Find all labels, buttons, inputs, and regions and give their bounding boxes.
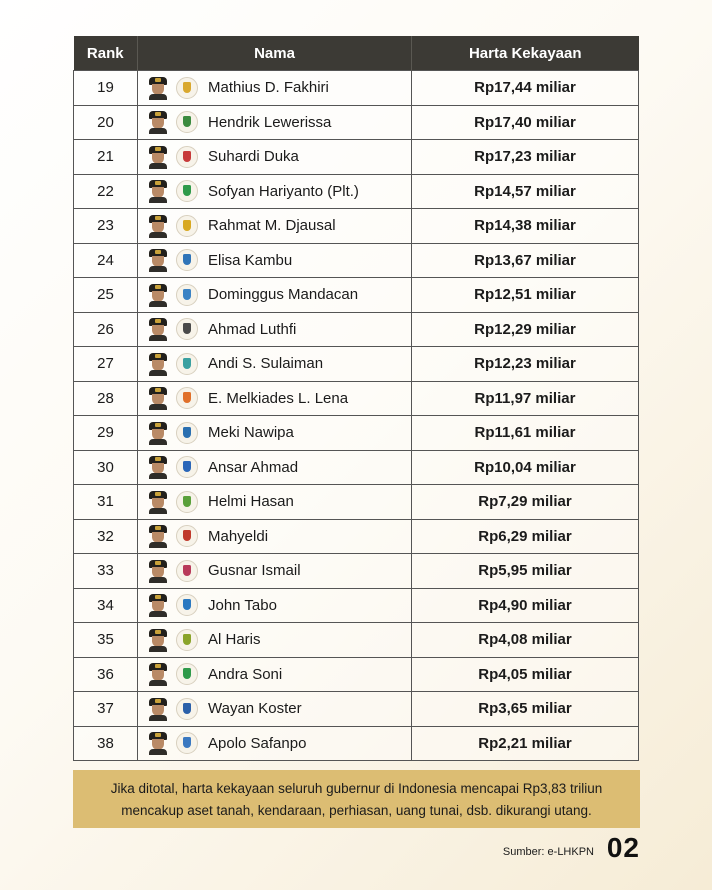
wealth-cell: Rp4,90 miliar [412, 588, 639, 623]
province-emblem-icon [176, 422, 198, 444]
name-cell [138, 657, 412, 692]
governor-portrait-icon [148, 731, 168, 755]
governor-name: John Tabo [208, 596, 277, 614]
wealth-cell: Rp14,38 miliar [412, 209, 639, 244]
rank-cell: 19 [74, 71, 138, 106]
name-cell [138, 71, 412, 106]
province-emblem-icon [176, 560, 198, 582]
governor-name: Andi S. Sulaiman [208, 355, 324, 373]
table-row [74, 554, 639, 589]
rank-cell: 32 [74, 519, 138, 554]
governor-name: Sofyan Hariyanto (Plt.) [208, 182, 359, 200]
table-row [74, 140, 639, 175]
table-row [74, 519, 639, 554]
summary-note [73, 770, 640, 828]
rank-cell: 21 [74, 140, 138, 175]
table-row [74, 623, 639, 658]
province-emblem-icon [176, 146, 198, 168]
name-cell [138, 174, 412, 209]
wealth-cell: Rp2,21 miliar [412, 726, 639, 761]
province-emblem-icon [176, 180, 198, 202]
name-cell [138, 726, 412, 761]
governor-portrait-icon [148, 697, 168, 721]
table-row [74, 71, 639, 106]
rank-cell: 27 [74, 347, 138, 382]
governor-name: Ansar Ahmad [208, 458, 299, 476]
province-emblem-icon [176, 456, 198, 478]
governor-portrait-icon [148, 593, 168, 617]
governor-name: Andra Soni [208, 665, 283, 683]
governor-portrait-icon [148, 524, 168, 548]
province-emblem-icon [176, 663, 198, 685]
name-cell [138, 519, 412, 554]
governor-name: Wayan Koster [208, 700, 302, 718]
province-emblem-icon [176, 215, 198, 237]
name-cell [138, 347, 412, 382]
rank-cell: 23 [74, 209, 138, 244]
province-emblem-icon [176, 732, 198, 754]
wealth-cell: Rp12,51 miliar [412, 278, 639, 313]
rank-cell: 33 [74, 554, 138, 589]
rank-cell: 28 [74, 381, 138, 416]
table-row [74, 381, 639, 416]
name-cell [138, 243, 412, 278]
rank-cell: 25 [74, 278, 138, 313]
table-row [74, 347, 639, 382]
table-row [74, 416, 639, 451]
wealth-cell: Rp6,29 miliar [412, 519, 639, 554]
governor-portrait-icon [148, 559, 168, 583]
name-cell [138, 381, 412, 416]
rank-cell: 20 [74, 105, 138, 140]
wealth-cell: Rp5,95 miliar [412, 554, 639, 589]
governor-name: Hendrik Lewerissa [208, 113, 332, 131]
governor-name: Gusnar Ismail [208, 562, 301, 580]
governor-portrait-icon [148, 317, 168, 341]
header-rank: Rank [74, 36, 138, 71]
governor-portrait-icon [148, 455, 168, 479]
table-row [74, 243, 639, 278]
governor-portrait-icon [148, 386, 168, 410]
wealth-cell: Rp4,05 miliar [412, 657, 639, 692]
province-emblem-icon [176, 525, 198, 547]
governor-portrait-icon [148, 421, 168, 445]
province-emblem-icon [176, 491, 198, 513]
governor-name: Al Haris [208, 631, 261, 649]
wealth-cell: Rp13,67 miliar [412, 243, 639, 278]
rank-cell: 22 [74, 174, 138, 209]
name-cell [138, 554, 412, 589]
rank-cell: 30 [74, 450, 138, 485]
name-cell [138, 623, 412, 658]
table-row [74, 209, 639, 244]
wealth-cell: Rp17,40 miliar [412, 105, 639, 140]
rank-cell: 37 [74, 692, 138, 727]
name-cell [138, 140, 412, 175]
table-header-row [74, 36, 639, 71]
wealth-cell: Rp11,61 miliar [412, 416, 639, 451]
governor-wealth-table [73, 36, 639, 761]
province-emblem-icon [176, 698, 198, 720]
name-cell [138, 450, 412, 485]
governor-portrait-icon [148, 145, 168, 169]
wealth-cell: Rp11,97 miliar [412, 381, 639, 416]
table-row [74, 174, 639, 209]
wealth-cell: Rp12,29 miliar [412, 312, 639, 347]
wealth-cell: Rp3,65 miliar [412, 692, 639, 727]
governor-portrait-icon [148, 110, 168, 134]
governor-name: Apolo Safanpo [208, 734, 307, 752]
page-number: 02 [606, 832, 640, 863]
wealth-cell: Rp10,04 miliar [412, 450, 639, 485]
rank-cell: 38 [74, 726, 138, 761]
rank-cell: 36 [74, 657, 138, 692]
rank-cell: 26 [74, 312, 138, 347]
governor-name: Dominggus Mandacan [208, 286, 359, 304]
governor-name: Suhardi Duka [208, 148, 299, 166]
province-emblem-icon [176, 111, 198, 133]
governor-name: Elisa Kambu [208, 251, 293, 269]
table-body [74, 71, 639, 761]
wealth-cell: Rp12,23 miliar [412, 347, 639, 382]
wealth-cell: Rp7,29 miliar [412, 485, 639, 520]
wealth-cell: Rp4,08 miliar [412, 623, 639, 658]
header-wealth: Harta Kekayaan [412, 36, 639, 71]
summary-note-line-2: mencakup aset tanah, kendaraan, perhiasan, uang tunai, dsb. dikurangi utang. [121, 803, 592, 818]
table-row [74, 450, 639, 485]
name-cell [138, 278, 412, 313]
province-emblem-icon [176, 284, 198, 306]
governor-portrait-icon [148, 248, 168, 272]
governor-name: Meki Nawipa [208, 424, 294, 442]
governor-portrait-icon [148, 179, 168, 203]
province-emblem-icon [176, 387, 198, 409]
source-label: Sumber: e-LHKPN [502, 846, 594, 858]
rank-cell: 24 [74, 243, 138, 278]
governor-portrait-icon [148, 352, 168, 376]
governor-portrait-icon [148, 628, 168, 652]
wealth-cell: Rp17,23 miliar [412, 140, 639, 175]
name-cell [138, 105, 412, 140]
governor-portrait-icon [148, 76, 168, 100]
rank-cell: 35 [74, 623, 138, 658]
governor-name: E. Melkiades L. Lena [208, 389, 349, 407]
table-row [74, 588, 639, 623]
name-cell [138, 588, 412, 623]
governor-name: Ahmad Luthfi [208, 320, 297, 338]
summary-note-line-1: Jika ditotal, harta kekayaan seluruh gubernur di Indonesia mencapai Rp3,83 triliun [110, 781, 603, 796]
name-cell [138, 209, 412, 244]
province-emblem-icon [176, 629, 198, 651]
table-row [74, 312, 639, 347]
governor-name: Helmi Hasan [208, 493, 294, 511]
governor-portrait-icon [148, 283, 168, 307]
name-cell [138, 485, 412, 520]
governor-portrait-icon [148, 662, 168, 686]
wealth-cell: Rp17,44 miliar [412, 71, 639, 106]
province-emblem-icon [176, 249, 198, 271]
name-cell [138, 312, 412, 347]
province-emblem-icon [176, 318, 198, 340]
governor-name: Mathius D. Fakhiri [208, 79, 329, 97]
province-emblem-icon [176, 353, 198, 375]
name-cell [138, 692, 412, 727]
table-row [74, 692, 639, 727]
rank-cell: 31 [74, 485, 138, 520]
name-cell [138, 416, 412, 451]
table-row [74, 105, 639, 140]
governor-name: Mahyeldi [208, 527, 269, 545]
governor-portrait-icon [148, 214, 168, 238]
table-row [74, 726, 639, 761]
table-row [74, 485, 639, 520]
table-row [74, 278, 639, 313]
rank-cell: 29 [74, 416, 138, 451]
table-row [74, 657, 639, 692]
province-emblem-icon [176, 77, 198, 99]
wealth-cell: Rp14,57 miliar [412, 174, 639, 209]
governor-portrait-icon [148, 490, 168, 514]
governor-wealth-table-container [73, 36, 638, 761]
rank-cell: 34 [74, 588, 138, 623]
header-name: Nama [138, 36, 412, 71]
province-emblem-icon [176, 594, 198, 616]
governor-name: Rahmat M. Djausal [208, 217, 336, 235]
